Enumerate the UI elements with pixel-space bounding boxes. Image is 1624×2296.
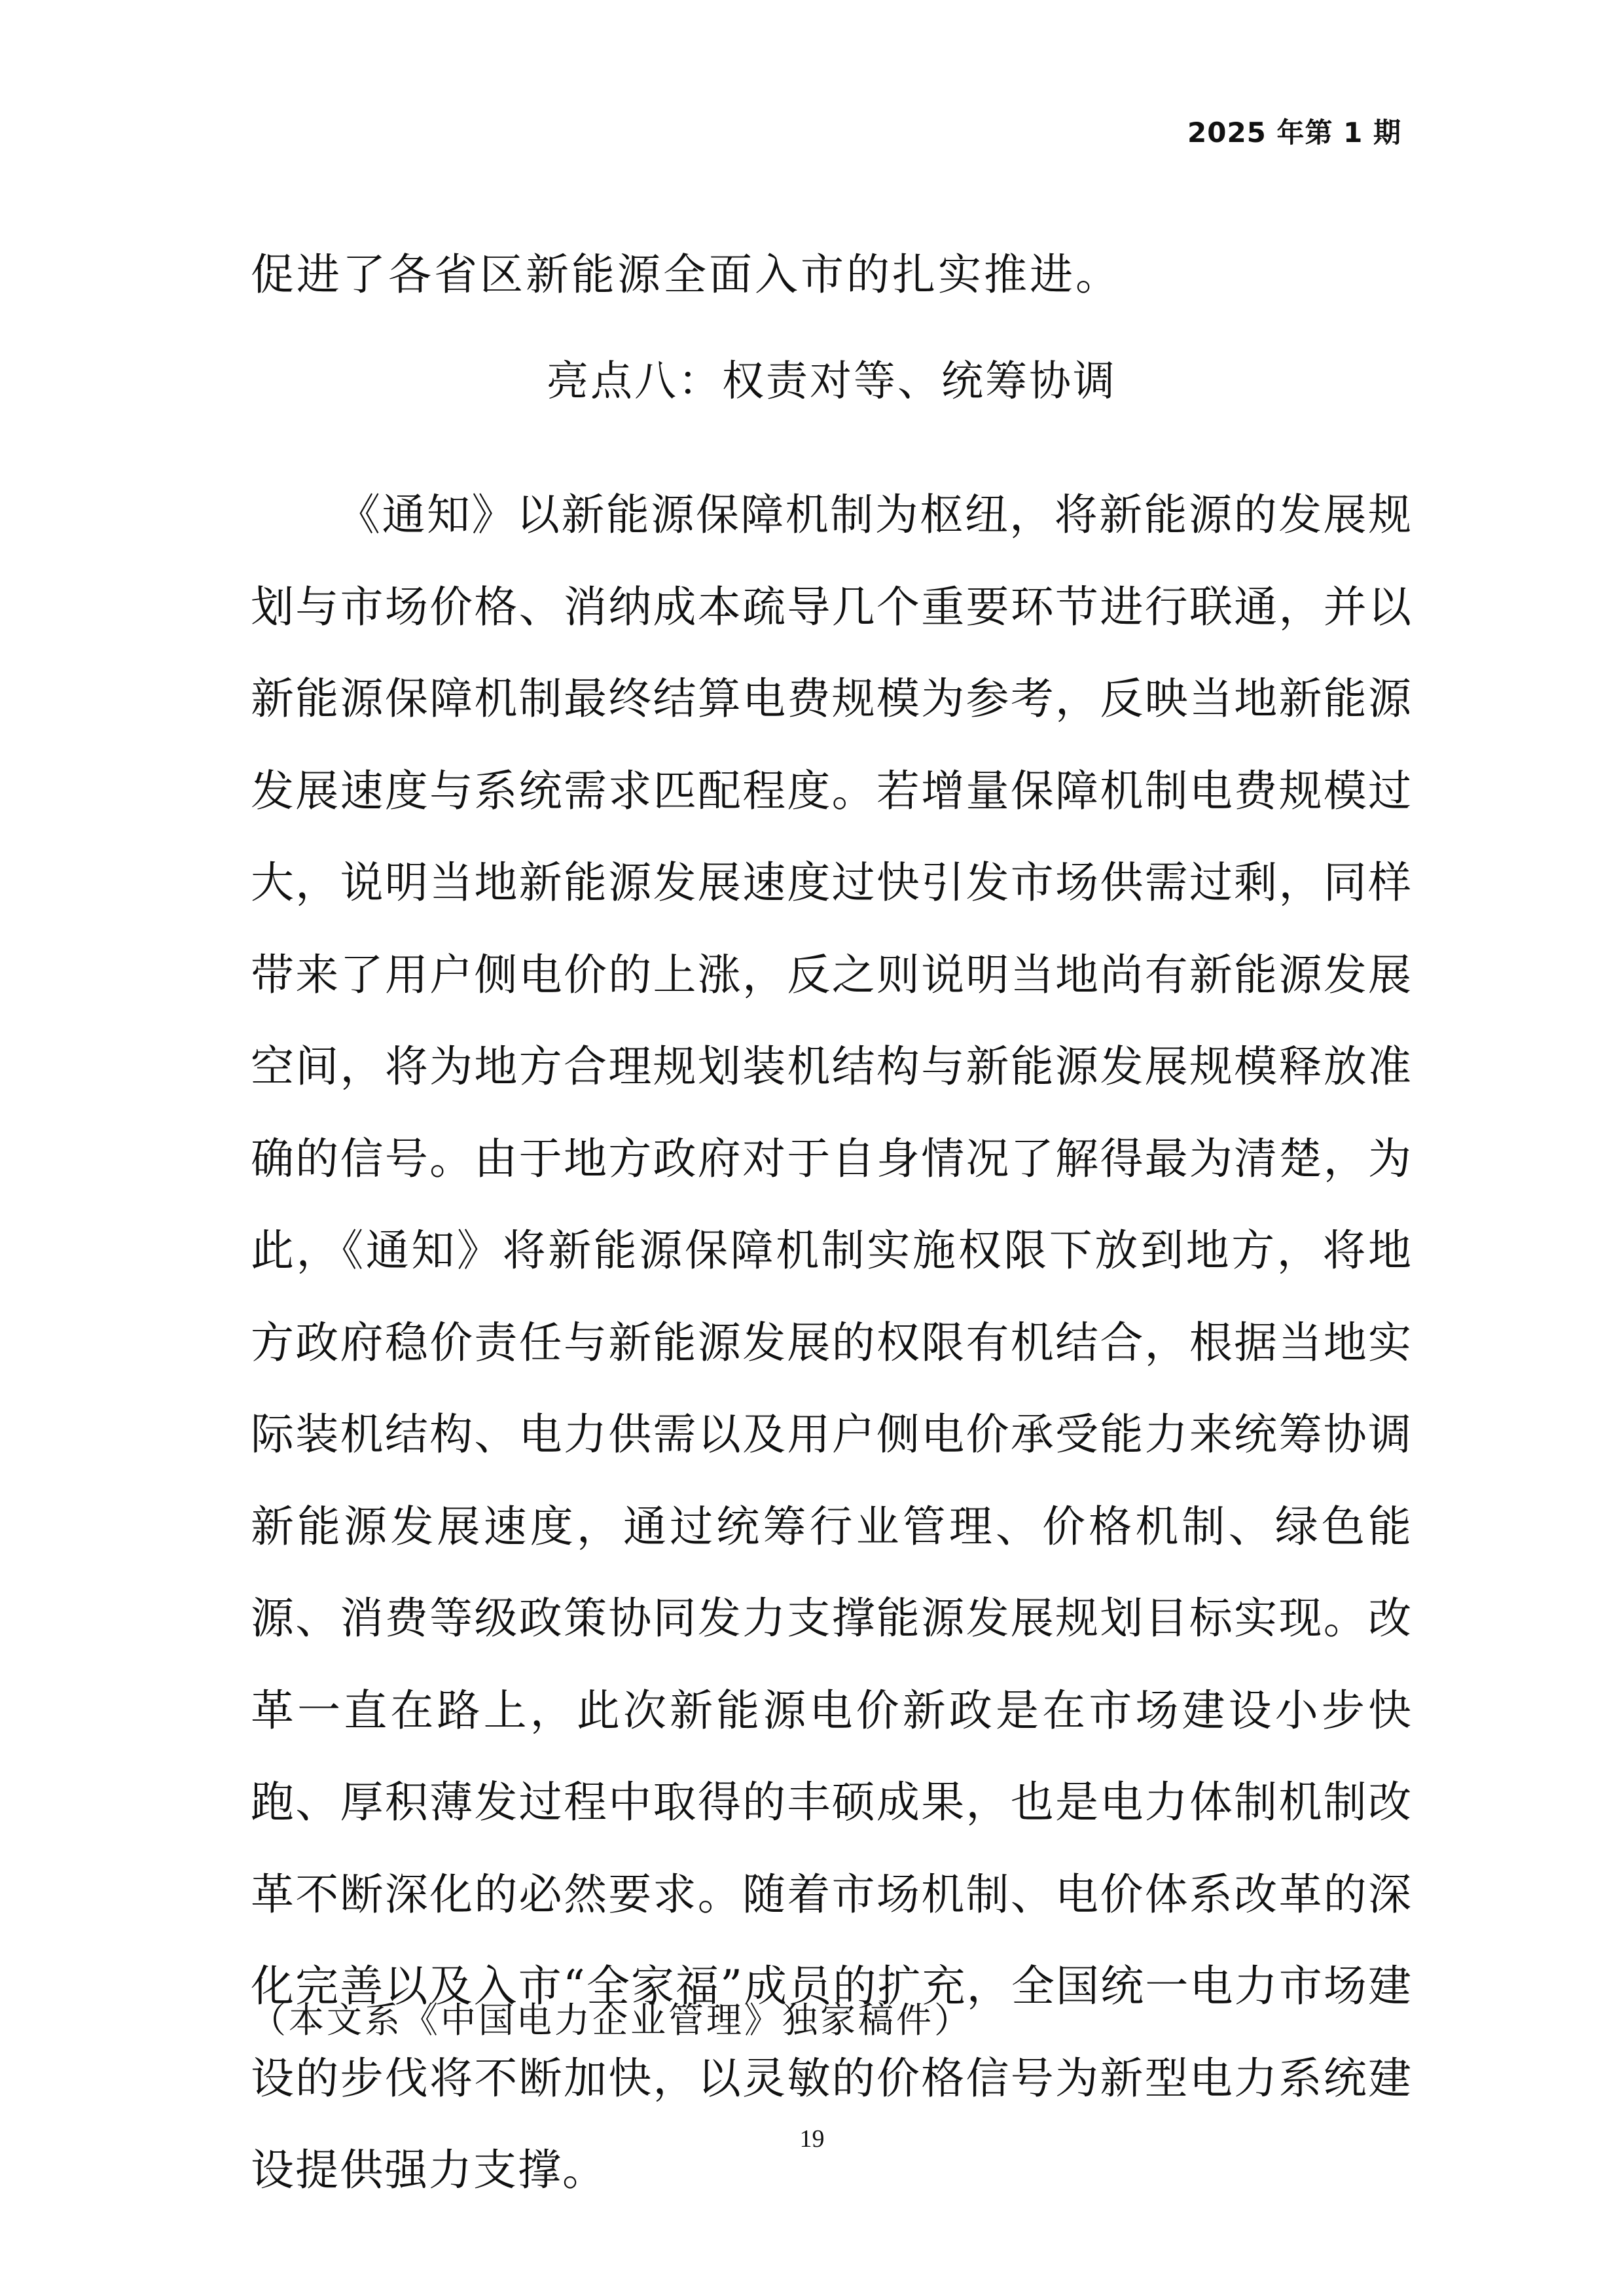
section-heading: 亮点八：权责对等、统筹协调 — [547, 357, 1117, 406]
issue-label: 2025 年第 1 期 — [1187, 117, 1401, 149]
body-paragraph: 《通知》以新能源保障机制为枢纽，将新能源的发展规划与市场价格、消纳成本疏导几个重要环节进行联通，并以新能源保障机制最终结算电费规模为参考，反映当地新能源发展速度与系统需求匹配程度。若增量保障机制电费规模过大，说明当地新能源发展速度过快引发市场供需过剩，同样带来了用户侧电价的上涨，反之则说明当地尚有新能源发展空间，将为地方合理规划装机结构与新能源发展规模释放准确的信号。由于地方政府对于自身情况了解得最为清楚，为此，《通知》将新能源保障机制实施权限下放到地方，将地方政府稳价责任与新能源发展的权限有机结合，根据当地实际装机结构、电力供需以及用户侧电价承受能力来统筹协调新能源发展速度，通过统筹行业管理、价格机制、绿色能源、消费等级政策协同发力支撑能源发展规划目标实现。改革一直在路上，此次新能源电价新政是在市场建设小步快跑、厚积薄发过程中取得的丰硕成果，也是电力体制机制改革不断深化的必然要求。随着市场机制、电价体系改革的深化完善以及入市“全家福”成员的扩充，全国统一电力市场建设的步伐将不断加快，以灵敏的价格信号为新型电力系统建设提供强力支撑。 — [251, 490, 1413, 2195]
lead-line: 促进了各省区新能源全面入市的扎实推进。 — [251, 249, 1121, 300]
page-number: 19 — [799, 2125, 825, 2153]
source-note: （本文系《中国电力企业管理》独家稿件） — [251, 2000, 972, 2041]
